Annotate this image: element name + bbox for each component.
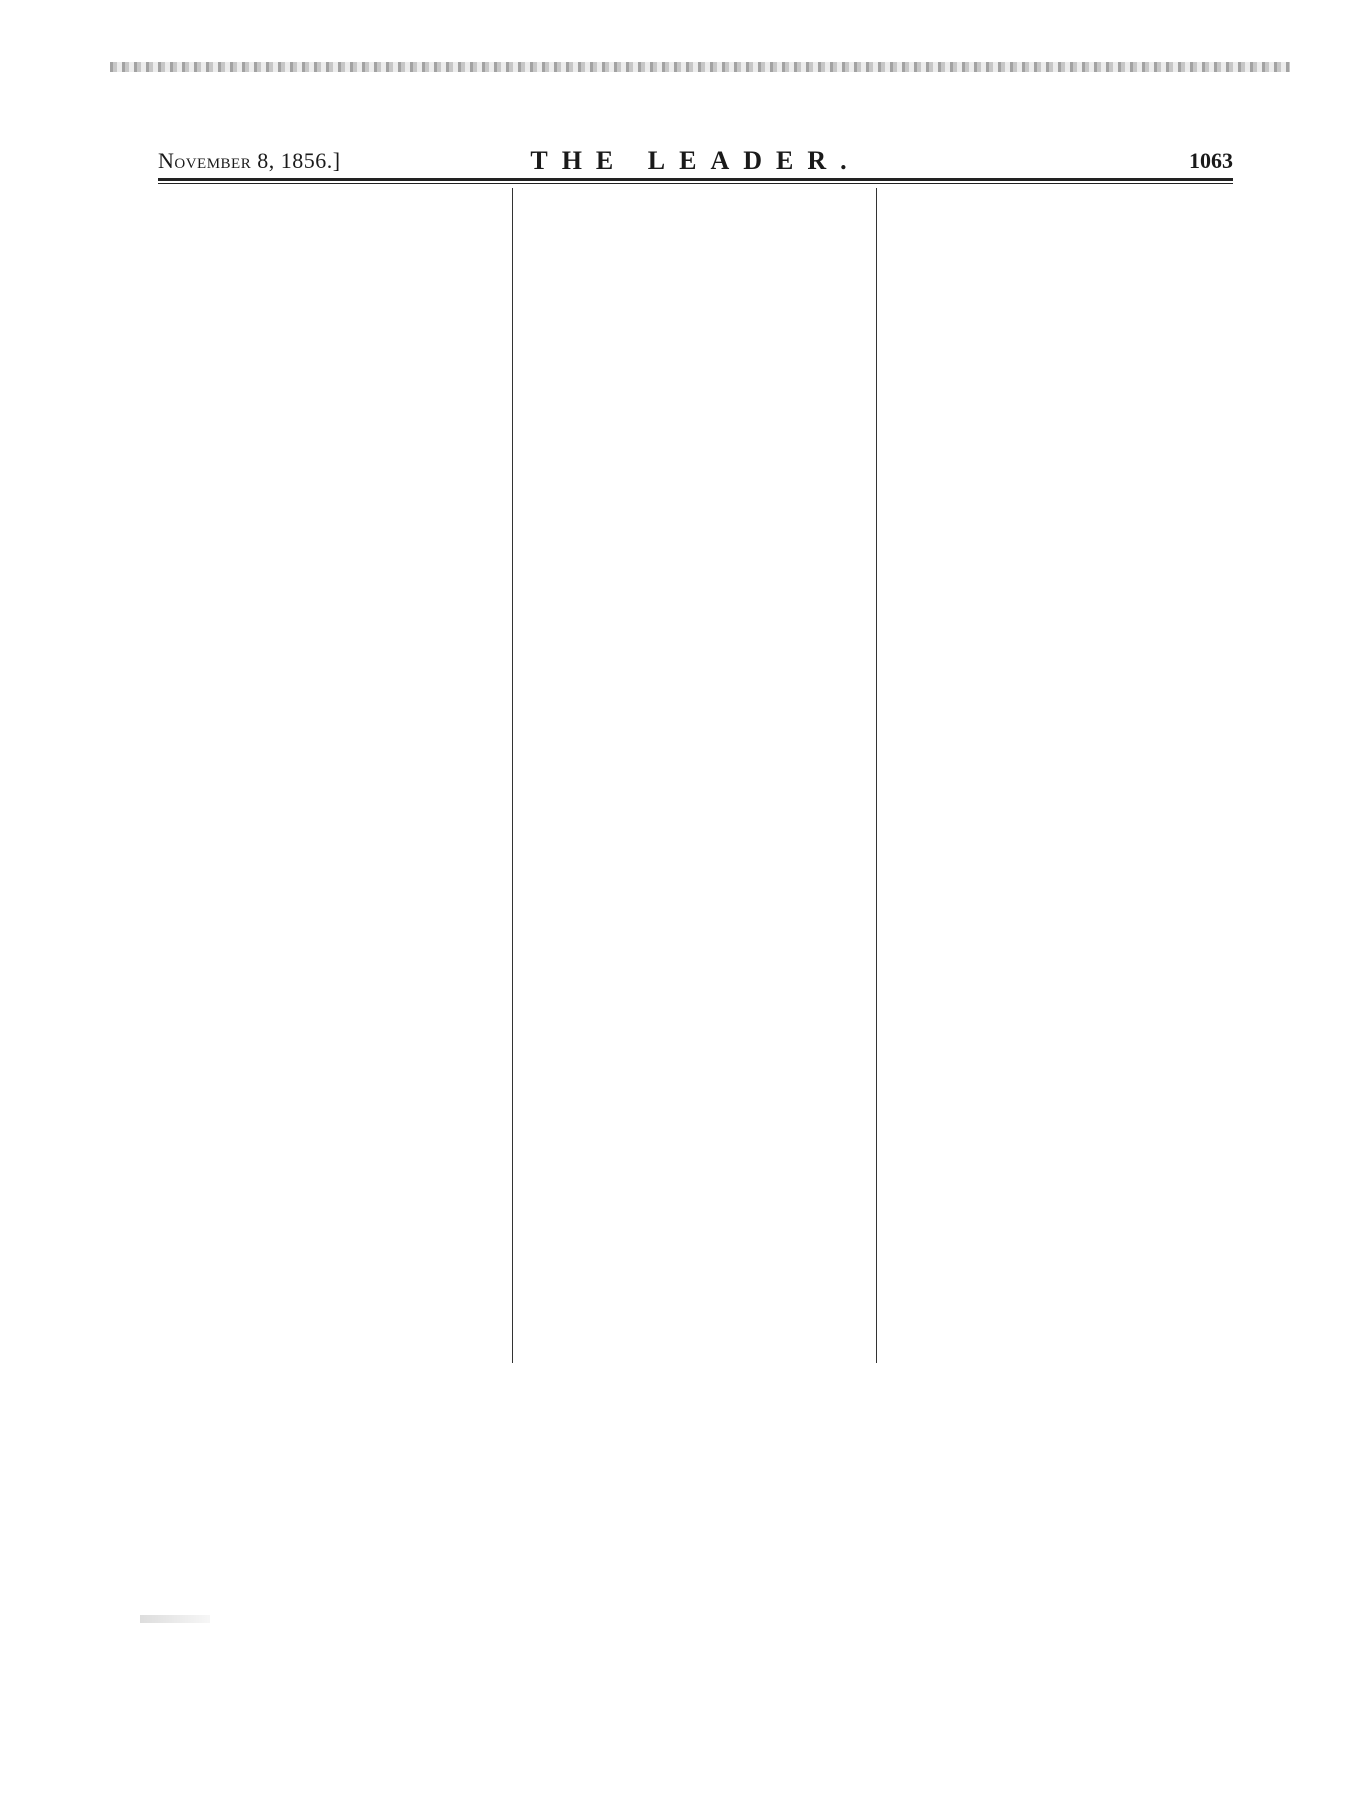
header-rule-thick	[158, 178, 1233, 181]
text-column-2	[521, 190, 867, 1380]
header-rule-thin	[158, 183, 1233, 184]
scan-artifact-footer	[140, 1615, 210, 1623]
scan-top-margin	[0, 0, 1351, 70]
text-column-1	[158, 190, 504, 1380]
column-divider-2	[876, 188, 877, 1363]
scan-artifact-streak	[110, 62, 1290, 72]
running-header	[158, 148, 1233, 178]
text-column-3	[884, 190, 1233, 1380]
column-divider-1	[512, 188, 513, 1363]
issue-date: November 8, 1856.]	[158, 148, 341, 173]
newspaper-title: THE LEADER.	[530, 146, 861, 175]
page-number: 1063	[1189, 148, 1233, 173]
